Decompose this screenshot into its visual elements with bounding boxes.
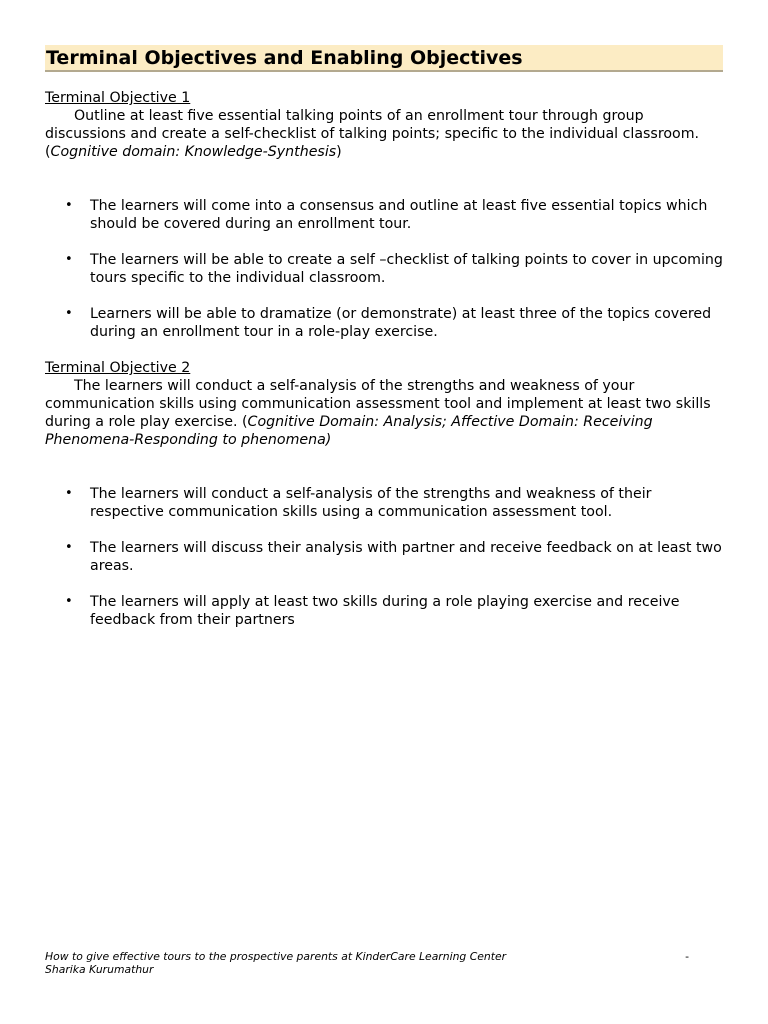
objective-2-bullets: [45, 485, 723, 629]
page-footer: [45, 950, 723, 976]
list-item: • The learners will discuss their analysis with partner and receive feedback on at least two areas.: [65, 540, 722, 574]
footer-title: How to give effective tours to the prospective parents at KinderCare Learning Center: [45, 950, 507, 963]
objective-1-bullets: [45, 197, 723, 341]
objective-1-domain: Cognitive domain: Knowledge-Synthesis: [50, 144, 337, 160]
footer-author: Sharika Kurumathur: [45, 963, 154, 976]
list-item: • The learners will apply at least two skills during a role playing exercise and receive feedback from their partners: [65, 594, 680, 628]
objective-2-text: The learners will conduct a self-analysis of the strengths and weakness of your communication skills using communication assessment tool and implement at least two skills during a role play exercise. (Cognitive Domain: Analysis; Affective Domain: Receiving Phenomena-Responding to phenomena): [45, 378, 711, 448]
objective-2-domain: Cognitive Domain: Analysis; Affective Domain: Receiving Phenomena-Responding to phenomena): [45, 414, 653, 448]
page-title: Terminal Objectives and Enabling Objectives: [46, 47, 523, 69]
list-item: • Learners will be able to dramatize (or demonstrate) at least three of the topics covered during an enrollment tour in a role-play exercise.: [65, 306, 712, 340]
objective-1-text: Outline at least five essential talking points of an enrollment tour through group discussions and create a self-checklist of talking points; specific to the individual classroom. (Cognitive domain: Knowledge-Synthesis): [45, 108, 700, 160]
list-item: • The learners will be able to create a self –checklist of talking points to cover in upcoming tours specific to the individual classroom.: [65, 252, 723, 286]
objective-1-label: Terminal Objective 1: [45, 90, 191, 106]
list-item: • The learners will conduct a self-analysis of the strengths and weakness of their respective communication skills using a communication assessment tool.: [65, 486, 652, 520]
heading-bar: [45, 45, 723, 72]
document-page: [45, 45, 723, 647]
list-item: • The learners will come into a consensus and outline at least five essential topics which should be covered during an enrollment tour.: [65, 198, 708, 232]
footer-dash: -: [685, 950, 689, 963]
objective-2-label: Terminal Objective 2: [45, 360, 191, 376]
